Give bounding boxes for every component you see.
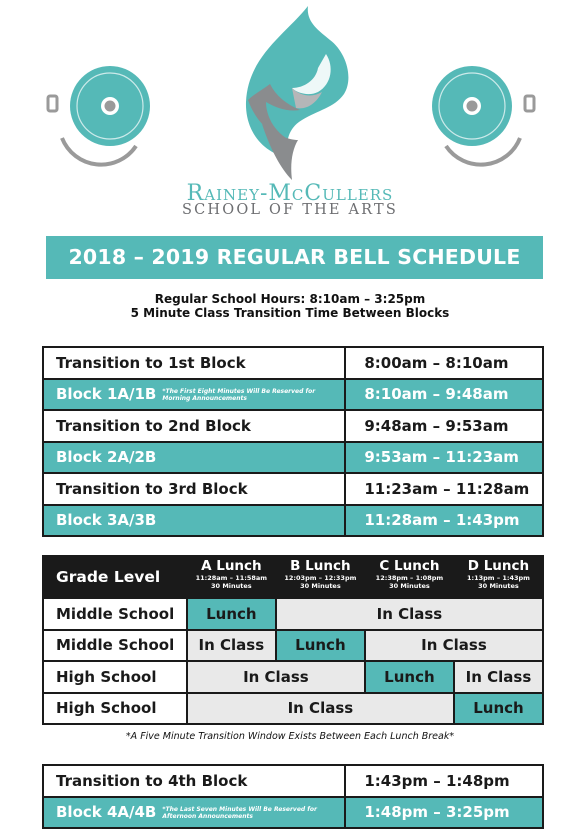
block-label-cell (43, 379, 345, 411)
lunch-row (43, 630, 543, 662)
lunch-header-a (187, 556, 276, 598)
school-subtitle: SCHOOL OF THE ARTS (181, 202, 399, 218)
lunch-table (42, 555, 544, 725)
school-hours: Regular School Hours: 8:10am – 3:25pm (154, 292, 426, 306)
block-label-cell (43, 505, 345, 537)
schedule-row (43, 797, 543, 829)
in-class-cell: In Class (454, 661, 543, 693)
morning-block-table (42, 346, 544, 537)
block-time: 11:23am – 11:28am (345, 473, 543, 505)
schedule-row (43, 410, 543, 442)
block-label-cell (43, 797, 345, 829)
in-class-cell: In Class (187, 693, 454, 725)
grade-level: High School (43, 693, 187, 725)
block-label: Transition to 1st Block (56, 353, 246, 372)
block-label-cell (43, 442, 345, 474)
lunch-cell: Lunch (187, 598, 276, 630)
block-note: *The Last Seven Minutes Will Be Reserved for Afternoon Announcements (162, 805, 317, 820)
lunch-cell: Lunch (365, 661, 454, 693)
block-time: 1:43pm – 1:48pm (345, 765, 543, 797)
block-time: 8:00am – 8:10am (345, 347, 543, 379)
lunch-name: C Lunch (379, 558, 440, 574)
block-time: 9:53am – 11:23am (345, 442, 543, 474)
transition-note: 5 Minute Class Transition Time Between Blocks (130, 306, 450, 320)
block-label-cell (43, 765, 345, 797)
in-class-cell: In Class (365, 630, 543, 662)
in-class-cell: In Class (187, 630, 276, 662)
grade-level: Middle School (43, 630, 187, 662)
block-note: *The First Eight Minutes Will Be Reserved for Morning Announcements (162, 387, 316, 402)
block-time: 1:48pm – 3:25pm (345, 797, 543, 829)
school-name: Rainey-McCullers (186, 181, 394, 206)
in-class-cell: In Class (187, 661, 365, 693)
lunch-header-d (454, 556, 543, 598)
bell-icon (44, 60, 154, 170)
lunch-name: B Lunch (290, 558, 351, 574)
page-title: 2018 – 2019 REGULAR BELL SCHEDULE (46, 236, 543, 279)
block-label-cell (43, 347, 345, 379)
lunch-row (43, 661, 543, 693)
phoenix-logo (226, 4, 356, 184)
lunch-header-b (276, 556, 365, 598)
schedule-row (43, 765, 543, 797)
grade-level: Middle School (43, 598, 187, 630)
block-label: Transition to 2nd Block (56, 416, 251, 435)
block-label: Block 1A/1B (56, 385, 157, 404)
lunch-duration: 30 Minutes (300, 582, 341, 590)
lunch-name: A Lunch (201, 558, 262, 574)
schedule-row (43, 442, 543, 474)
block-label: Block 4A/4B (56, 803, 157, 822)
block-time: 11:28am – 1:43pm (345, 505, 543, 537)
lunch-table-header (43, 556, 543, 598)
block-label: Block 3A/3B (56, 511, 157, 530)
lunch-duration: 30 Minutes (478, 582, 519, 590)
lunch-time: 12:03pm – 12:33pm (284, 574, 357, 582)
grade-level: High School (43, 661, 187, 693)
block-label: Block 2A/2B (56, 448, 157, 467)
lunch-cell: Lunch (276, 630, 365, 662)
schedule-row (43, 473, 543, 505)
lunch-header-c (365, 556, 454, 598)
block-label-cell (43, 473, 345, 505)
bell-icon (428, 60, 538, 170)
lunch-time: 12:38pm – 1:08pm (375, 574, 444, 582)
block-label: Transition to 3rd Block (56, 479, 248, 498)
lunch-footnote: *A Five Minute Transition Window Exists Between Each Lunch Break* (125, 731, 455, 742)
lunch-cell: Lunch (454, 693, 543, 725)
lunch-duration: 30 Minutes (211, 582, 252, 590)
in-class-cell: In Class (276, 598, 543, 630)
lunch-duration: 30 Minutes (389, 582, 430, 590)
lunch-time: 1:13pm – 1:43pm (466, 574, 530, 582)
block-time: 9:48am – 9:53am (345, 410, 543, 442)
block-time: 8:10am – 9:48am (345, 379, 543, 411)
lunch-row (43, 693, 543, 725)
schedule-row (43, 505, 543, 537)
lunch-row (43, 598, 543, 630)
block-label: Transition to 4th Block (56, 771, 248, 790)
schedule-row (43, 379, 543, 411)
schedule-row (43, 347, 543, 379)
grade-level-header: Grade Level (43, 556, 187, 598)
block-label-cell (43, 410, 345, 442)
lunch-name: D Lunch (467, 558, 530, 574)
afternoon-block-table (42, 764, 544, 829)
lunch-time: 11:28am – 11:58am (195, 574, 268, 582)
